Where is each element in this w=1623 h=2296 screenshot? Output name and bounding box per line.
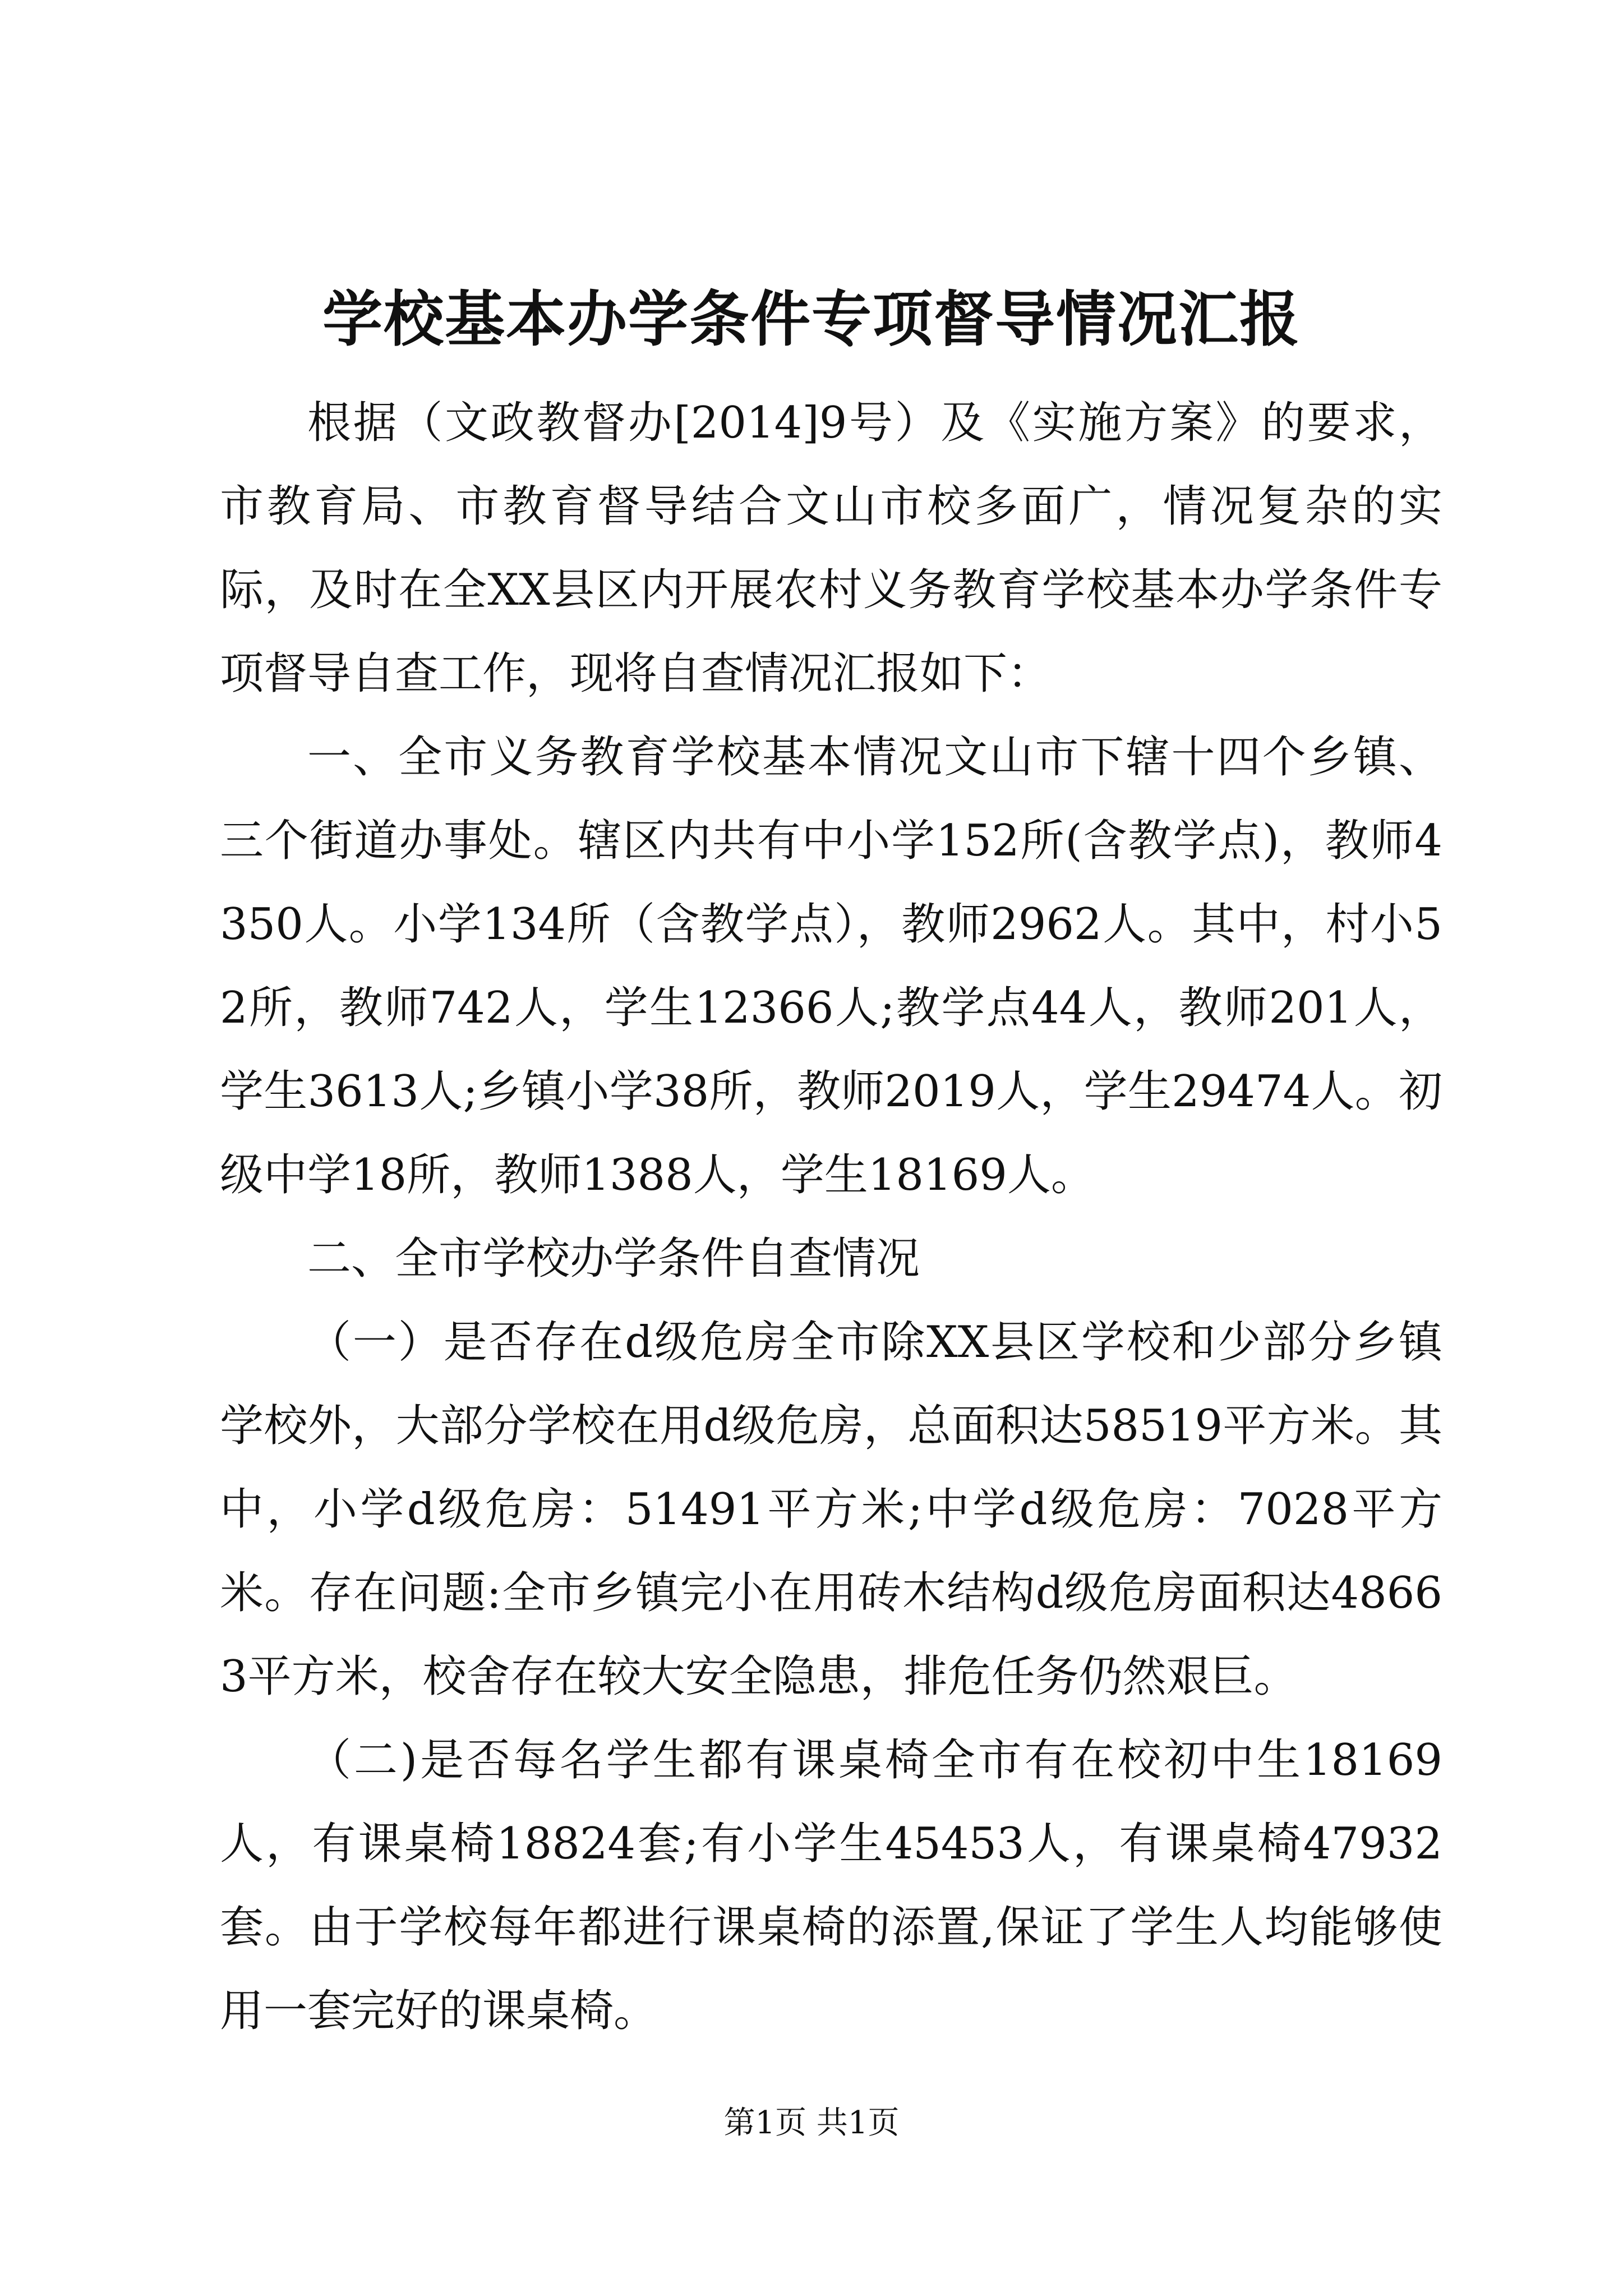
document-body (220, 381, 1442, 2053)
paragraph-section-2-heading: 二、全市学校办学条件自查情况 (307, 1234, 920, 1284)
paragraph-section-1: 一、全市义务教育学校基本情况文山市下辖十四个乡镇、三个街道办事处。辖区内共有中小学152所(含教学点)，教师4350人。小学134所（含教学点），教师2962人。其中，村小52所，教师742人，学生12366人;教学点44人，教师201人，学生3613人;乡镇小学38所，教师2019人，学生29474人。初级中学18所，教师1388人，学生18169人。 (220, 732, 1442, 1200)
document-title: 学校基本办学条件专项督导情况汇报 (322, 284, 1301, 355)
paragraph-section-2-2: （二)是否每名学生都有课桌椅全市有在校初中生18169人，有课桌椅18824套;有小学生45453人，有课桌椅47932套。由于学校每年都进行课桌椅的添置,保证了学生人均能够使用一套完好的课桌椅。 (220, 1735, 1442, 2036)
page-number-footer: 第1页 共1页 (723, 2105, 900, 2141)
paragraph-section-2-1: （一）是否存在d级危房全市除XX县区学校和少部分乡镇学校外，大部分学校在用d级危房，总面积达58519平方米。其中，小学d级危房：51491平方米;中学d级危房：7028平方米。存在问题:全市乡镇完小在用砖木结构d级危房面积达48663平方米，校舍存在较大安全隐患，排危任务仍然艰巨。 (220, 1317, 1442, 1702)
paragraph-intro: 根据（文政教督办[2014]9号）及《实施方案》的要求，市教育局、市教育督导结合文山市校多面广，情况复杂的实际，及时在全XX县区内开展农村义务教育学校基本办学条件专项督导自查工作，现将自查情况汇报如下： (220, 398, 1442, 699)
